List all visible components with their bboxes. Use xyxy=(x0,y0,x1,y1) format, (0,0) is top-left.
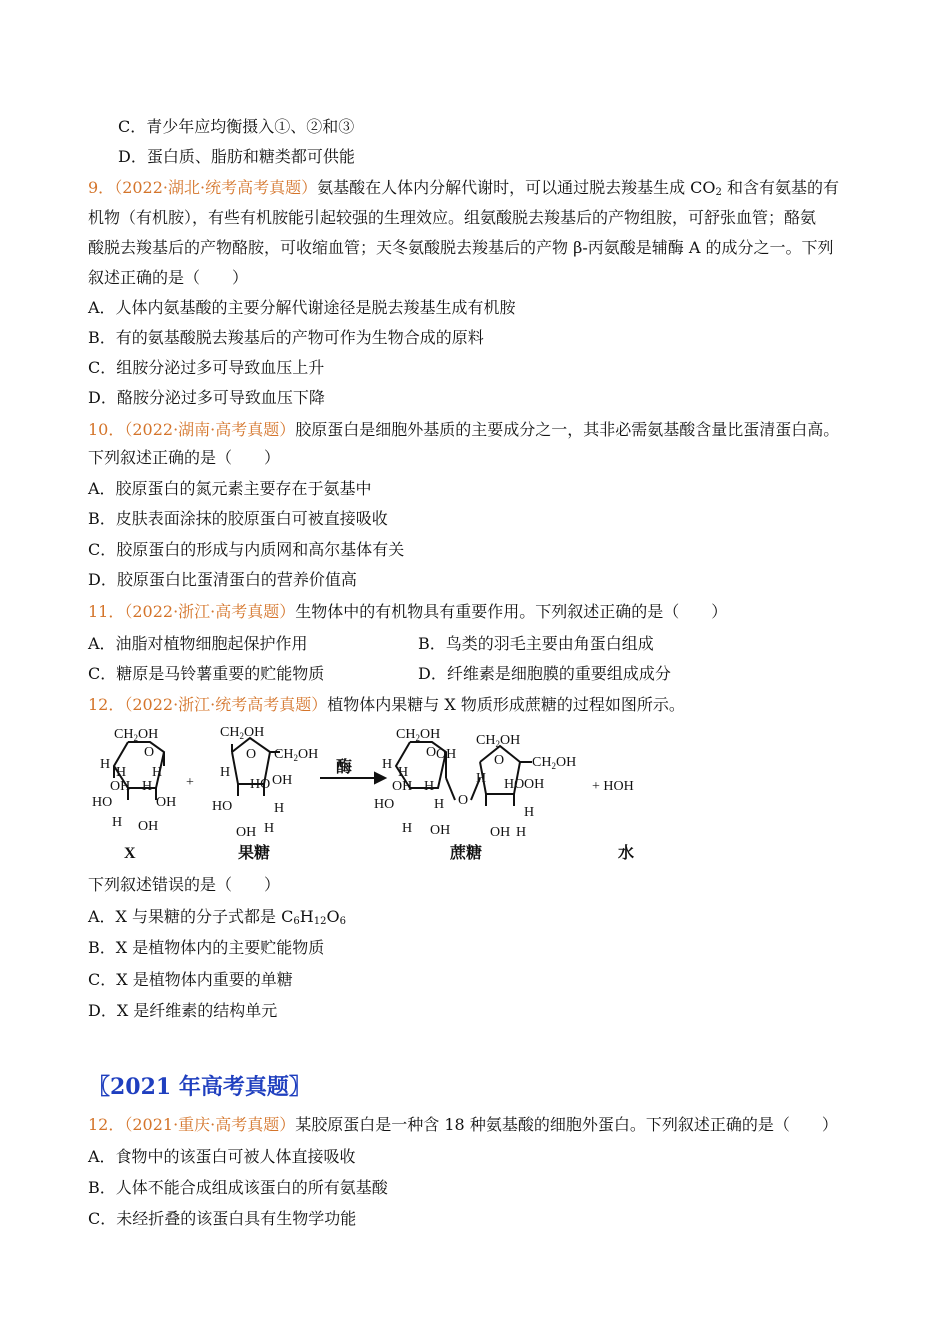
q12-option-a: A．X 与果糖的分子式都是 $C_6H_{12}O_6$ xyxy=(88,907,346,927)
svg-text:OH: OH xyxy=(436,747,457,762)
svg-text:HO: HO xyxy=(504,777,525,792)
q9-option-b: B．有的氨基酸脱去羧基后的产物可作为生物合成的原料 xyxy=(88,328,484,347)
svg-text:O: O xyxy=(458,793,469,808)
svg-text:H: H xyxy=(116,765,127,780)
q9-stem-text-2: 和含有氨基的有 xyxy=(721,178,840,197)
svg-text:OH: OH xyxy=(490,825,511,840)
q12b-option-b: B．人体不能合成组成该蛋白的所有氨基酸 xyxy=(88,1178,388,1197)
label-x: X xyxy=(124,845,136,862)
q12-stem-text: 植物体内果糖与 X 物质形成蔗糖的过程如图所示。 xyxy=(327,695,685,714)
svg-text:HO: HO xyxy=(250,777,271,792)
plus-sign: + xyxy=(186,775,194,790)
q10-option-c: C．胶原蛋白的形成与内质网和高尔基体有关 xyxy=(88,540,405,559)
svg-text:OH: OH xyxy=(110,779,131,794)
svg-text:H: H xyxy=(516,825,527,840)
svg-text:H: H xyxy=(382,757,393,772)
q9-stem-line1 xyxy=(88,178,839,198)
q9-stem-line2: 机物（有机胺），有些有机胺能引起较强的生理效应。组氨酸脱去羧基后的产物组胺，可舒张血管；酪氨 xyxy=(88,208,817,227)
q12-option-b: B．X 是植物体内的主要贮能物质 xyxy=(88,938,325,957)
q10-option-a: A．胶原蛋白的氮元素主要存在于氨基中 xyxy=(88,479,372,498)
svg-text:OH: OH xyxy=(524,777,545,792)
svg-text:HO: HO xyxy=(212,799,233,814)
q9-co2-subscript: 2 xyxy=(715,187,722,198)
svg-text:OH: OH xyxy=(138,819,159,834)
q11-number: 11． xyxy=(88,602,125,621)
svg-text:H: H xyxy=(220,765,231,780)
svg-text:O: O xyxy=(426,745,437,760)
q12b-number: 12． xyxy=(88,1115,125,1134)
label-water: 水 xyxy=(618,845,635,862)
q12-option-d: D．X 是纤维素的结构单元 xyxy=(88,1001,278,1020)
q12b-option-c: C．未经折叠的该蛋白具有生物学功能 xyxy=(88,1209,357,1228)
q12b-source: （2021·重庆·高考真题） xyxy=(124,1115,296,1134)
q12b-option-a: A．食物中的该蛋白可被人体直接吸收 xyxy=(88,1147,356,1166)
q11-stem-text: 生物体中的有机物具有重要作用。下列叙述正确的是（ ） xyxy=(295,602,728,621)
svg-text:CH2OH: $CH_2OH$ xyxy=(114,727,159,743)
svg-text:CH2OH: $CH_2OH$ xyxy=(396,727,441,743)
q12-source: （2022·浙江·统考高考真题） xyxy=(124,695,328,714)
sucrose-formation-diagram xyxy=(80,722,660,872)
q9-option-c: C．组胺分泌过多可导致血压上升 xyxy=(88,358,325,377)
svg-text:OH: OH xyxy=(236,825,257,840)
svg-text:H: H xyxy=(476,771,487,786)
q12b-stem xyxy=(88,1115,838,1135)
q8-option-d: D．蛋白质、脂肪和糖类都可供能 xyxy=(118,147,355,166)
section-heading-2021: 〖2021 年高考真题〗 xyxy=(88,1074,311,1100)
q9-number: 9． xyxy=(88,178,115,197)
svg-text:H: H xyxy=(434,797,445,812)
svg-text:H: H xyxy=(264,821,275,836)
svg-text:HO: HO xyxy=(374,797,395,812)
q11-option-d: D．纤维素是细胞膜的重要组成成分 xyxy=(418,664,671,683)
q10-source: （2022·湖南·高考真题） xyxy=(124,420,296,439)
svg-text:H: H xyxy=(524,805,535,820)
q10-number: 10． xyxy=(88,420,125,439)
q9-option-a: A．人体内氨基酸的主要分解代谢途径是脱去羧基生成有机胺 xyxy=(88,298,516,317)
q9-source: （2022·湖北·统考高考真题） xyxy=(114,178,318,197)
svg-text:H: H xyxy=(402,821,413,836)
svg-text:H: H xyxy=(152,765,163,780)
svg-text:OH: OH xyxy=(430,823,451,838)
svg-text:OH: OH xyxy=(156,795,177,810)
q12-stem xyxy=(88,695,685,715)
svg-text:HO: HO xyxy=(92,795,113,810)
q9-stem-line3: 酸脱去羧基后的产物酪胺，可收缩血管；天冬氨酸脱去羧基后的产物 β-丙氨酸是辅酶 A 的成分之一。下列 xyxy=(88,238,834,257)
svg-text:O: O xyxy=(494,753,505,768)
svg-text:CH2OH: $CH_2OH$ xyxy=(220,725,265,741)
svg-text:H: H xyxy=(142,779,153,794)
q10-stem-line2: 下列叙述正确的是（ ） xyxy=(88,448,281,467)
q12-number: 12． xyxy=(88,695,125,714)
q11-option-b: B．鸟类的羽毛主要由角蛋白组成 xyxy=(418,634,654,653)
q11-option-a: A．油脂对植物细胞起保护作用 xyxy=(88,634,308,653)
q11-option-c: C．糖原是马铃薯重要的贮能物质 xyxy=(88,664,325,683)
svg-text:CH2OH: $CH_2OH$ xyxy=(274,747,319,763)
q11-stem xyxy=(88,602,727,622)
svg-text:OH: OH xyxy=(392,779,413,794)
q8-option-c: C．青少年应均衡摄入①、②和③ xyxy=(118,117,355,136)
svg-text:H: H xyxy=(398,765,409,780)
q12b-stem-text: 某胶原蛋白是一种含 18 种氨基酸的细胞外蛋白。下列叙述正确的是（ ） xyxy=(295,1115,838,1134)
svg-text:O: O xyxy=(144,745,155,760)
q9-option-d: D．酪胺分泌过多可导致血压下降 xyxy=(88,388,325,407)
q9-stem-line4: 叙述正确的是（ ） xyxy=(88,268,249,287)
svg-text:H: H xyxy=(100,757,111,772)
q9-stem-text: 氨基酸在人体内分解代谢时，可以通过脱去羧基生成 CO xyxy=(317,178,716,197)
svg-text:O: O xyxy=(246,747,257,762)
svg-text:H: H xyxy=(112,815,123,830)
q10-stem-line1 xyxy=(88,420,839,440)
q10-option-d: D．胶原蛋白比蛋清蛋白的营养价值高 xyxy=(88,570,357,589)
hoh-label: + HOH xyxy=(592,779,634,794)
svg-text:H: H xyxy=(424,779,435,794)
q10-stem-text: 胶原蛋白是细胞外基质的主要成分之一，其非必需氨基酸含量比蛋清蛋白高。 xyxy=(295,420,840,439)
svg-text:CH2OH: $CH_2OH$ xyxy=(476,733,521,749)
label-fructose: 果糖 xyxy=(238,845,271,862)
q12-option-c: C．X 是植物体内重要的单糖 xyxy=(88,970,293,989)
q12-stem-2: 下列叙述错误的是（ ） xyxy=(88,875,281,894)
q11-source: （2022·浙江·高考真题） xyxy=(124,602,296,621)
label-sucrose: 蔗糖 xyxy=(450,845,483,862)
enzyme-label: 酶 xyxy=(336,759,353,776)
svg-text:H: H xyxy=(274,801,285,816)
q10-option-b: B．皮肤表面涂抹的胶原蛋白可被直接吸收 xyxy=(88,509,388,528)
svg-text:OH: OH xyxy=(272,773,293,788)
svg-text:CH2OH: $CH_2OH$ xyxy=(532,755,577,771)
